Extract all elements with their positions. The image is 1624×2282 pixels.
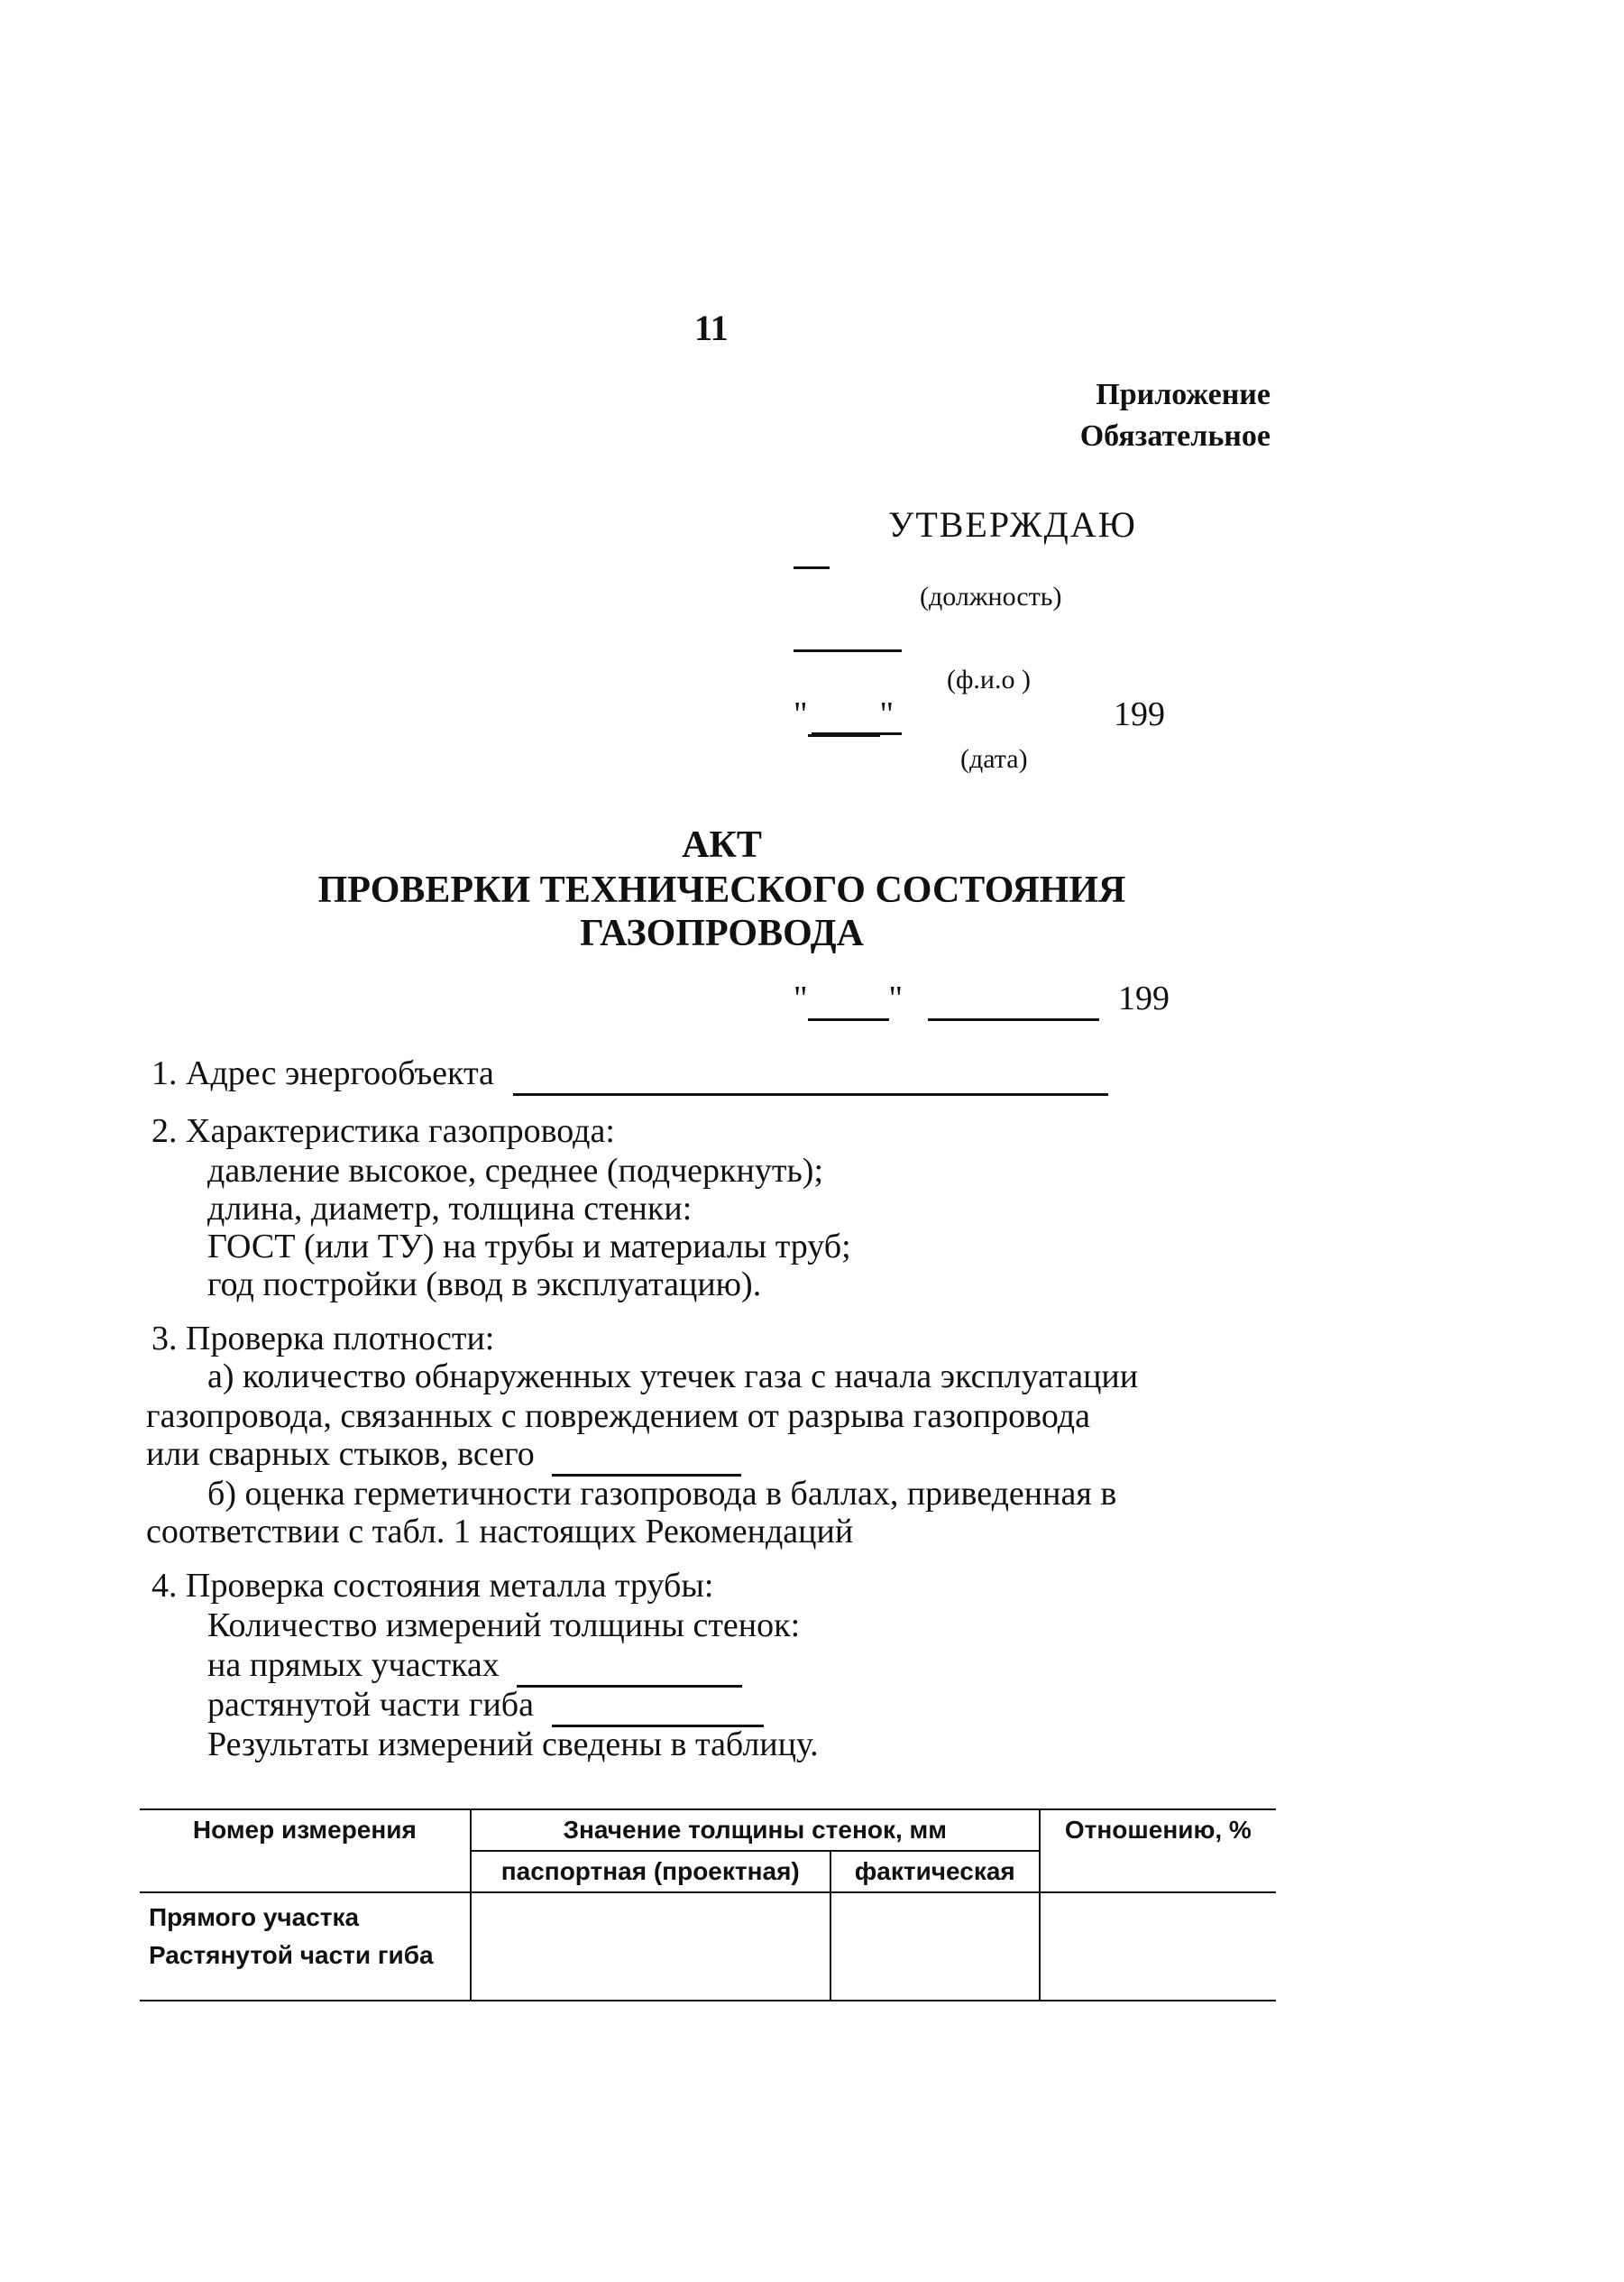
position-line: [794, 566, 830, 569]
section-4-title: 4. Проверка состояния металла трубы:: [151, 1567, 714, 1605]
section-3a-line-3-text: или сварных стыков, всего: [146, 1435, 535, 1473]
bend-part-label: растянутой части гиба: [207, 1686, 535, 1724]
section-4-line-2: [207, 1645, 742, 1688]
doc-title-line1: АКТ: [682, 824, 762, 866]
row-label-bend: Растянутой части гиба: [149, 1941, 434, 1969]
approval-year: 199: [1114, 695, 1165, 733]
name-line: [794, 649, 902, 652]
passport-value-cell: [471, 1892, 830, 2001]
row-labels-cell: [140, 1892, 471, 2001]
appendix-type: Обязательное: [1079, 419, 1271, 453]
approval-title: УТВЕРЖДАЮ: [888, 504, 1137, 545]
section-3b-line-1: б) оценка герметичности газопровода в баллах, приведенная в: [207, 1475, 1117, 1513]
approval-date-row: [794, 695, 894, 737]
section-1-label: 1. Адрес энергообъекта: [151, 1054, 494, 1092]
straight-sections-field: [517, 1645, 742, 1688]
table-header-row: [140, 1809, 1276, 1851]
section-3-title: 3. Проверка плотности:: [151, 1320, 495, 1357]
act-month-field: [928, 979, 1099, 1021]
month-line: [812, 732, 902, 735]
day-field: [808, 695, 880, 737]
leaks-count-field: [552, 1434, 741, 1477]
col-actual-header: фактическая: [830, 1851, 1040, 1892]
act-date-row: [794, 979, 1170, 1021]
act-day-field: [808, 979, 889, 1021]
address-field: [513, 1054, 1108, 1096]
quote-close: ": [879, 695, 895, 733]
ratio-value-cell: [1040, 1892, 1276, 2001]
row-label-straight: Прямого участка: [149, 1903, 360, 1931]
col-thickness-header: Значение толщины стенок, мм: [471, 1809, 1040, 1851]
act-quote-close: ": [888, 980, 904, 1017]
quote-open: ": [794, 695, 808, 733]
section-2-line-1: давление высокое, среднее (подчеркнуть);: [207, 1152, 823, 1190]
date-caption: (дата): [960, 744, 1028, 774]
col-ratio-header: Отношению, %: [1040, 1809, 1276, 1892]
bend-part-field: [552, 1685, 764, 1727]
appendix-label: Приложение: [1096, 378, 1271, 411]
position-caption: (должность): [920, 582, 1062, 612]
act-year: 199: [1118, 980, 1170, 1017]
page-number: 11: [694, 308, 729, 348]
col-number-header: Номер измерения: [140, 1809, 471, 1892]
doc-title-line3: ГАЗОПРОВОДА: [580, 913, 864, 954]
act-quote-open: ": [794, 980, 808, 1017]
section-2-line-2: длина, диаметр, толщина стенки:: [207, 1190, 693, 1228]
table-row: [140, 1892, 1276, 2001]
section-4-line-1: Количество измерений толщины стенок:: [207, 1606, 801, 1644]
col-passport-header: паспортная (проектная): [471, 1851, 830, 1892]
section-3a-line-2: газопровода, связанных с повреждением от разрыва газопровода: [146, 1397, 1090, 1435]
section-2-title: 2. Характеристика газопровода:: [151, 1112, 615, 1150]
section-3a-line-3: [146, 1434, 741, 1477]
actual-value-cell: [830, 1892, 1040, 2001]
name-caption: (ф.и.о ): [947, 665, 1031, 695]
section-3b-line-2: соответствии с табл. 1 настоящих Рекомендаций: [146, 1513, 854, 1550]
section-2-line-3: ГОСТ (или ТУ) на трубы и материалы труб;: [207, 1228, 851, 1265]
measurements-table: [140, 1808, 1276, 2001]
doc-title-line2: ПРОВЕРКИ ТЕХНИЧЕСКОГО СОСТОЯНИЯ: [317, 870, 1126, 911]
section-4-line-3: [207, 1685, 764, 1727]
section-4-line-4: Результаты измерений сведены в таблицу.: [207, 1725, 819, 1763]
section-3a-line-1: а) количество обнаруженных утечек газа с начала эксплуатации: [207, 1357, 1139, 1395]
section-1: [151, 1054, 1108, 1096]
straight-sections-label: на прямых участках: [207, 1646, 500, 1684]
section-2-line-4: год постройки (ввод в эксплуатацию).: [207, 1265, 762, 1303]
